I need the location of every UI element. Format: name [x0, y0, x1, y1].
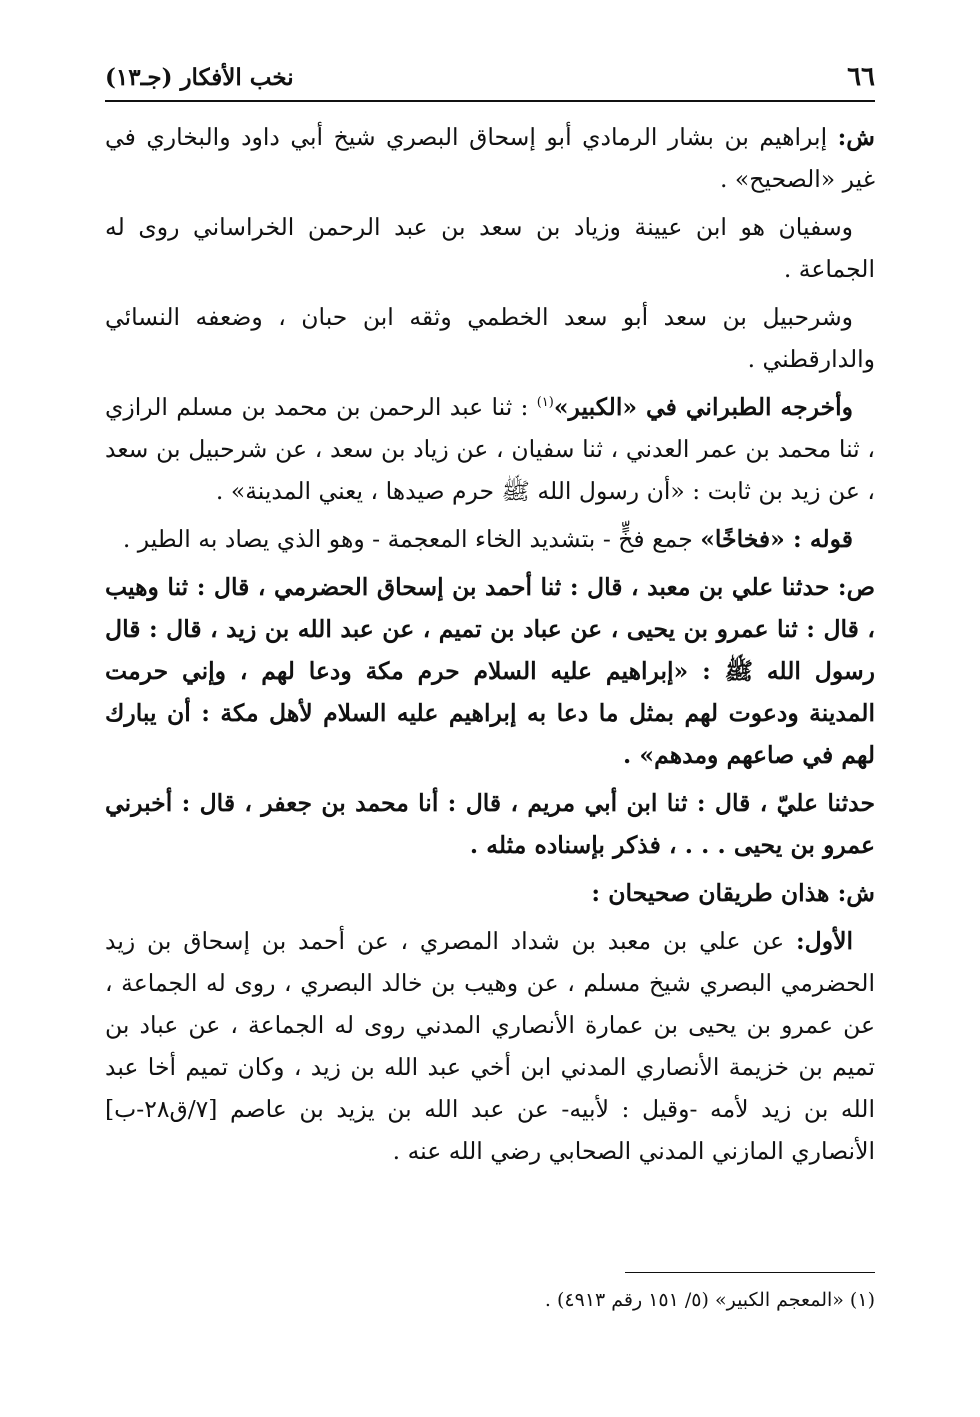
- commentary-first: [105, 920, 875, 1172]
- paragraph-text: عن علي بن معبد بن شداد المصري ، عن أحمد بن إسحاق بن زيد الحضرمي البصري شيخ مسلم ، عن وهيب بن خالد البصري ، روى له الجماعة ، عن عمرو بن يحيى بن عمارة الأنصاري المدني روى له الجماعة ، عن عباد بن تميم بن خزيمة الأنصاري المدني ابن أخي عبد الله بن زيد ، وكان تميم أخا عبد الله بن زيد لأمه -وقيل : لأبيه- عن عبد الله بن يزيد بن عاصم [٧/ق٢٨-ب] الأنصاري المازني المدني الصحابي رضي الله عنه .: [105, 927, 875, 1165]
- paragraph-lead: ش:: [837, 123, 875, 151]
- document-page: [105, 60, 875, 1360]
- paragraph-text: جمع فخٍّ - بتشديد الخاء المعجمة - وهو الذي يصاد به الطير .: [122, 525, 701, 553]
- paragraph-lead: وأخرجه الطبراني في «الكبير»: [553, 393, 854, 421]
- hadith-text: حدثنا عليّ ، قال : ثنا ابن أبي مريم ، قال : أنا محمد بن جعفر ، قال : أخبرني عمرو بن يحيى . . . ، فذكر بإسناده مثله .: [105, 789, 875, 859]
- page-header: [105, 60, 875, 102]
- footnote-marker[interactable]: (١): [536, 395, 554, 411]
- paragraph-text: : ثنا عبد الرحمن بن محمد بن مسلم الرازي ، ثنا محمد بن عمر العدني ، ثنا سفيان ، عن زياد بن سعد ، عن شرحبيل بن سعد ، عن زيد بن ثابت : «أن رسول الله ﷺ حرم صيدها ، يعني المدينة» .: [105, 393, 875, 505]
- hadith-text: ش: هذان طريقان صحيحان :: [591, 879, 875, 907]
- hadith-text-1: [105, 566, 875, 776]
- paragraph-sufyan: [105, 206, 875, 290]
- section-heading: [105, 872, 875, 914]
- footnote-divider: [625, 1272, 875, 1273]
- paragraph-sharh-1: [105, 116, 875, 200]
- paragraph-lead: الأول:: [795, 927, 853, 955]
- paragraph-text: إبراهيم بن بشار الرمادي أبو إسحاق البصري شيخ أبي داود والبخاري في غير «الصحيح» .: [105, 123, 875, 193]
- page-number: ٦٦: [847, 62, 875, 92]
- main-text: [105, 116, 875, 1172]
- paragraph-lead: قوله : «فخاخًا»: [700, 525, 853, 553]
- paragraph-shurahbil: [105, 296, 875, 380]
- paragraph-text: وشرحبيل بن سعد أبو سعد الخطمي وثقه ابن حبان ، وضعفه النسائي والدارقطني .: [105, 303, 875, 373]
- footnotes: [105, 1272, 875, 1315]
- paragraph-qawluhu: [105, 518, 875, 560]
- paragraph-text: وسفيان هو ابن عيينة وزياد بن سعد بن عبد الرحمن الخراساني روى له الجماعة .: [105, 213, 875, 283]
- paragraph-tabarani: [105, 386, 875, 512]
- running-title: نخب الأفكار (جـ١٣): [105, 64, 294, 91]
- hadith-text: ص: حدثنا علي بن معبد ، قال : ثنا أحمد بن إسحاق الحضرمي ، قال : ثنا وهيب ، قال : ثنا عمرو بن يحيى ، عن عباد بن تميم ، عن عبد الله بن زيد ، قال : قال رسول الله ﷺ : «إبراهيم عليه السلام حرم مكة ودعا لهم ، وإني حرمت المدينة ودعوت لهم بمثل ما دعا به إبراهيم عليه السلام لأهل مكة : أن يبارك لهم في صاعهم ومدهم» .: [105, 573, 875, 769]
- hadith-text-2: [105, 782, 875, 866]
- footnote-item: (١) «المعجم الكبير» (٥/ ١٥١ رقم ٤٩١٣) .: [544, 1289, 875, 1311]
